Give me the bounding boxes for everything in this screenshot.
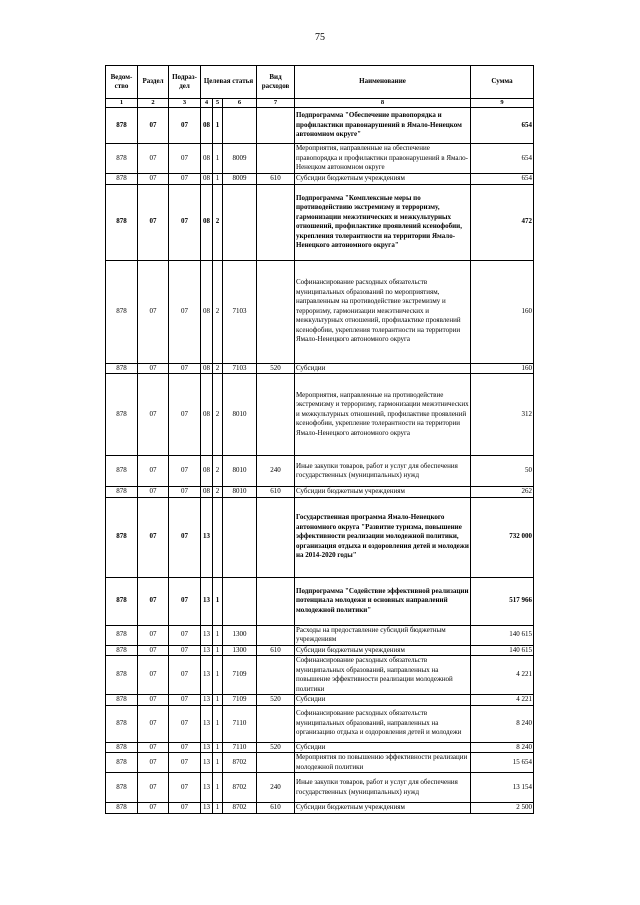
- cell-target-code: 8009: [223, 174, 257, 185]
- cell-name: Субсидии: [295, 695, 471, 706]
- cell-podrazdel: 07: [169, 456, 201, 487]
- page-number: 75: [315, 32, 325, 43]
- cell-target-program: 08: [201, 144, 213, 174]
- header-target: Целевая статья: [201, 66, 257, 99]
- cell-vid: 610: [257, 487, 295, 498]
- cell-podrazdel: 07: [169, 363, 201, 374]
- cell-ved: 878: [106, 742, 138, 753]
- cell-name: Субсидии: [295, 363, 471, 374]
- cell-ved: 878: [106, 656, 138, 695]
- cell-ved: 878: [106, 144, 138, 174]
- cell-target-code: 7103: [223, 260, 257, 363]
- cell-podrazdel: 07: [169, 625, 201, 645]
- table-row: [106, 695, 534, 706]
- cell-razdel: 07: [138, 803, 169, 814]
- cell-sum: 472: [471, 184, 534, 260]
- index-cell: 9: [471, 99, 534, 108]
- cell-sum: 654: [471, 174, 534, 185]
- cell-podrazdel: 07: [169, 174, 201, 185]
- cell-target-code: 8010: [223, 487, 257, 498]
- index-cell: 5: [213, 99, 223, 108]
- cell-name: Субсидии бюджетным учреждениям: [295, 174, 471, 185]
- cell-name: Иные закупки товаров, работ и услуг для обеспечения государственных (муниципальных) нужд: [295, 773, 471, 803]
- cell-podrazdel: 07: [169, 803, 201, 814]
- cell-podrazdel: 07: [169, 742, 201, 753]
- header-vid: Вид расходов: [257, 66, 295, 99]
- cell-name: Субсидии бюджетным учреждениям: [295, 803, 471, 814]
- cell-razdel: 07: [138, 773, 169, 803]
- cell-target-program: 13: [201, 803, 213, 814]
- cell-podrazdel: 07: [169, 184, 201, 260]
- cell-ved: 878: [106, 803, 138, 814]
- cell-sum: 517 966: [471, 577, 534, 625]
- cell-target-subprogram: 2: [213, 260, 223, 363]
- cell-target-subprogram: 1: [213, 645, 223, 656]
- cell-podrazdel: 07: [169, 487, 201, 498]
- table-row: [106, 456, 534, 487]
- cell-target-program: 08: [201, 456, 213, 487]
- cell-target-code: [223, 577, 257, 625]
- cell-target-code: 7109: [223, 656, 257, 695]
- cell-razdel: 07: [138, 374, 169, 456]
- cell-target-program: 13: [201, 695, 213, 706]
- cell-sum: 160: [471, 363, 534, 374]
- cell-name: Мероприятия, направленные на обеспечение правопорядка и профилактики правонарушений в Ямало-Ненецком автономном округе: [295, 144, 471, 174]
- cell-vid: 610: [257, 174, 295, 185]
- cell-podrazdel: 07: [169, 695, 201, 706]
- index-cell: 3: [169, 99, 201, 108]
- table-row: [106, 705, 534, 742]
- cell-target-program: 13: [201, 705, 213, 742]
- table-body: [106, 108, 534, 814]
- cell-target-code: 1300: [223, 645, 257, 656]
- table-row: [106, 374, 534, 456]
- cell-target-subprogram: 1: [213, 705, 223, 742]
- cell-razdel: 07: [138, 705, 169, 742]
- cell-name: Мероприятия, направленные на противодействие экстремизму и терроризму, гармонизации межэтнических и межкультурных отношений, профилактике проявлений ксенофобии, укрепление толерантности на территории Ямало-Ненецкого автономного округа: [295, 374, 471, 456]
- cell-name: Субсидии бюджетным учреждениям: [295, 645, 471, 656]
- cell-sum: 4 221: [471, 695, 534, 706]
- cell-ved: 878: [106, 487, 138, 498]
- cell-target-program: 13: [201, 742, 213, 753]
- cell-target-subprogram: 1: [213, 695, 223, 706]
- index-cell: 8: [295, 99, 471, 108]
- index-cell: 6: [223, 99, 257, 108]
- cell-target-program: 08: [201, 363, 213, 374]
- cell-target-subprogram: 2: [213, 363, 223, 374]
- cell-target-subprogram: 2: [213, 456, 223, 487]
- cell-podrazdel: 07: [169, 705, 201, 742]
- cell-ved: 878: [106, 374, 138, 456]
- cell-vid: 610: [257, 803, 295, 814]
- table-row: [106, 742, 534, 753]
- cell-ved: 878: [106, 577, 138, 625]
- index-cell: 2: [138, 99, 169, 108]
- cell-target-program: 13: [201, 497, 213, 577]
- cell-sum: 732 000: [471, 497, 534, 577]
- cell-target-subprogram: 1: [213, 625, 223, 645]
- table-row: [106, 625, 534, 645]
- cell-razdel: 07: [138, 695, 169, 706]
- cell-target-subprogram: 1: [213, 108, 223, 144]
- cell-target-code: 8009: [223, 144, 257, 174]
- cell-target-subprogram: 1: [213, 742, 223, 753]
- cell-target-subprogram: 1: [213, 577, 223, 625]
- cell-sum: 160: [471, 260, 534, 363]
- cell-podrazdel: 07: [169, 773, 201, 803]
- header-razdel: Раздел: [138, 66, 169, 99]
- cell-sum: 654: [471, 144, 534, 174]
- cell-ved: 878: [106, 174, 138, 185]
- cell-name: Субсидии: [295, 742, 471, 753]
- index-cell: 1: [106, 99, 138, 108]
- cell-target-program: 08: [201, 487, 213, 498]
- cell-vid: 610: [257, 645, 295, 656]
- cell-razdel: 07: [138, 144, 169, 174]
- cell-sum: 8 240: [471, 742, 534, 753]
- cell-target-program: 13: [201, 656, 213, 695]
- cell-ved: 878: [106, 695, 138, 706]
- cell-vid: [257, 184, 295, 260]
- cell-vid: 240: [257, 773, 295, 803]
- cell-sum: 8 240: [471, 705, 534, 742]
- cell-sum: 15 654: [471, 753, 534, 773]
- cell-target-program: 08: [201, 184, 213, 260]
- cell-target-subprogram: 1: [213, 174, 223, 185]
- cell-podrazdel: 07: [169, 144, 201, 174]
- cell-ved: 878: [106, 456, 138, 487]
- cell-vid: [257, 705, 295, 742]
- cell-target-program: 13: [201, 625, 213, 645]
- cell-target-subprogram: 1: [213, 773, 223, 803]
- cell-ved: 878: [106, 363, 138, 374]
- cell-podrazdel: 07: [169, 656, 201, 695]
- cell-podrazdel: 07: [169, 645, 201, 656]
- cell-sum: 654: [471, 108, 534, 144]
- cell-target-code: [223, 108, 257, 144]
- cell-target-code: 1300: [223, 625, 257, 645]
- cell-target-subprogram: [213, 497, 223, 577]
- cell-sum: 140 615: [471, 645, 534, 656]
- cell-target-program: 13: [201, 753, 213, 773]
- cell-target-code: [223, 184, 257, 260]
- cell-name: Государственная программа Ямало-Ненецкого автономного округа "Развитие туризма, повышение эффективности реализации молодежной политики, организация отдыха и оздоровления детей и молодежи на 2014-2020 годы": [295, 497, 471, 577]
- cell-sum: 140 615: [471, 625, 534, 645]
- cell-target-program: 08: [201, 174, 213, 185]
- cell-podrazdel: 07: [169, 497, 201, 577]
- table-row: [106, 174, 534, 185]
- cell-target-code: [223, 497, 257, 577]
- budget-table: [105, 65, 534, 814]
- cell-razdel: 07: [138, 497, 169, 577]
- cell-target-program: 13: [201, 645, 213, 656]
- cell-razdel: 07: [138, 363, 169, 374]
- cell-podrazdel: 07: [169, 374, 201, 456]
- table-row: [106, 260, 534, 363]
- table-row: [106, 656, 534, 695]
- cell-target-code: 7103: [223, 363, 257, 374]
- cell-razdel: 07: [138, 742, 169, 753]
- cell-target-code: 8010: [223, 374, 257, 456]
- cell-ved: 878: [106, 108, 138, 144]
- cell-target-program: 13: [201, 577, 213, 625]
- cell-name: Подпрограмма "Содействие эффективной реализации потенциала молодежи и основных направлений молодежной политики": [295, 577, 471, 625]
- cell-target-code: 8702: [223, 773, 257, 803]
- index-cell: 4: [201, 99, 213, 108]
- table-row: [106, 144, 534, 174]
- cell-name: Подпрограмма "Обеспечение правопорядка и профилактики правонарушений в Ямало-Ненецком автономном округе": [295, 108, 471, 144]
- cell-ved: 878: [106, 184, 138, 260]
- table-row: [106, 497, 534, 577]
- cell-podrazdel: 07: [169, 753, 201, 773]
- cell-vid: [257, 108, 295, 144]
- cell-podrazdel: 07: [169, 577, 201, 625]
- cell-ved: 878: [106, 753, 138, 773]
- cell-vid: [257, 625, 295, 645]
- table-row: [106, 803, 534, 814]
- cell-vid: [257, 656, 295, 695]
- cell-name: Софинансирование расходных обязательств муниципальных образований, направленных на организацию отдыха и оздоровления детей и молодежи: [295, 705, 471, 742]
- cell-sum: 50: [471, 456, 534, 487]
- cell-razdel: 07: [138, 656, 169, 695]
- cell-vid: 520: [257, 742, 295, 753]
- cell-razdel: 07: [138, 645, 169, 656]
- cell-target-program: 08: [201, 260, 213, 363]
- cell-target-program: 08: [201, 108, 213, 144]
- cell-razdel: 07: [138, 174, 169, 185]
- cell-vid: 520: [257, 695, 295, 706]
- cell-razdel: 07: [138, 487, 169, 498]
- cell-ved: 878: [106, 773, 138, 803]
- cell-ved: 878: [106, 645, 138, 656]
- cell-ved: 878: [106, 260, 138, 363]
- cell-sum: 4 221: [471, 656, 534, 695]
- cell-ved: 878: [106, 625, 138, 645]
- cell-razdel: 07: [138, 625, 169, 645]
- index-cell: 7: [257, 99, 295, 108]
- cell-target-subprogram: 1: [213, 656, 223, 695]
- cell-vid: [257, 497, 295, 577]
- cell-razdel: 07: [138, 260, 169, 363]
- cell-target-program: 08: [201, 374, 213, 456]
- table-row: [106, 577, 534, 625]
- cell-target-code: 7110: [223, 705, 257, 742]
- cell-sum: 262: [471, 487, 534, 498]
- cell-vid: [257, 577, 295, 625]
- table-row: [106, 487, 534, 498]
- index-row: [106, 99, 534, 108]
- cell-sum: 312: [471, 374, 534, 456]
- cell-vid: [257, 753, 295, 773]
- table-row: [106, 773, 534, 803]
- cell-target-code: 8010: [223, 456, 257, 487]
- cell-podrazdel: 07: [169, 108, 201, 144]
- cell-target-subprogram: 2: [213, 184, 223, 260]
- cell-sum: 13 154: [471, 773, 534, 803]
- cell-target-subprogram: 2: [213, 374, 223, 456]
- cell-sum: 2 500: [471, 803, 534, 814]
- cell-target-subprogram: 1: [213, 803, 223, 814]
- cell-target-subprogram: 1: [213, 144, 223, 174]
- cell-vid: [257, 260, 295, 363]
- cell-target-code: 7109: [223, 695, 257, 706]
- cell-target-subprogram: 1: [213, 753, 223, 773]
- cell-target-subprogram: 2: [213, 487, 223, 498]
- cell-name: Подпрограмма "Комплексные меры по противодействию экстремизму и терроризму, гармонизации межэтнических и межкультурных отношений, профилактике проявлений ксенофобии, укрепления толерантности на территории Ямало-Ненецкого автономного округа": [295, 184, 471, 260]
- cell-name: Софинансирование расходных обязательств муниципальных образований по мероприятиям, направленным на противодействие экстремизму и терроризму, гармонизации межэтнических и межкультурных отношений, профилактике проявлений ксенофобии, укрепления толерантности на территории Ямало-Ненецкого автономного округа: [295, 260, 471, 363]
- cell-razdel: 07: [138, 456, 169, 487]
- cell-target-program: 13: [201, 773, 213, 803]
- header-name: Наименование: [295, 66, 471, 99]
- cell-name: Мероприятия по повышению эффективности реализации молодежной политики: [295, 753, 471, 773]
- cell-vid: 240: [257, 456, 295, 487]
- cell-target-code: 8702: [223, 803, 257, 814]
- cell-razdel: 07: [138, 753, 169, 773]
- header-sum: Сумма: [471, 66, 534, 99]
- header-podrazdel: Подраз-дел: [169, 66, 201, 99]
- cell-ved: 878: [106, 705, 138, 742]
- cell-name: Софинансирование расходных обязательств муниципальных образований, направленных на повышение эффективности реализации молодежной политики: [295, 656, 471, 695]
- table-row: [106, 108, 534, 144]
- cell-vid: [257, 144, 295, 174]
- cell-target-code: 7110: [223, 742, 257, 753]
- cell-name: Субсидии бюджетным учреждениям: [295, 487, 471, 498]
- table-row: [106, 184, 534, 260]
- cell-razdel: 07: [138, 108, 169, 144]
- cell-name: Расходы на предоставление субсидий бюджетным учреждениям: [295, 625, 471, 645]
- cell-vid: 520: [257, 363, 295, 374]
- cell-target-code: 8702: [223, 753, 257, 773]
- cell-vid: [257, 374, 295, 456]
- header-row: [106, 66, 534, 99]
- cell-name: Иные закупки товаров, работ и услуг для обеспечения государственных (муниципальных) нужд: [295, 456, 471, 487]
- table-row: [106, 363, 534, 374]
- table-row: [106, 645, 534, 656]
- cell-ved: 878: [106, 497, 138, 577]
- cell-razdel: 07: [138, 577, 169, 625]
- cell-razdel: 07: [138, 184, 169, 260]
- table-row: [106, 753, 534, 773]
- header-ved: Ведом-ство: [106, 66, 138, 99]
- cell-podrazdel: 07: [169, 260, 201, 363]
